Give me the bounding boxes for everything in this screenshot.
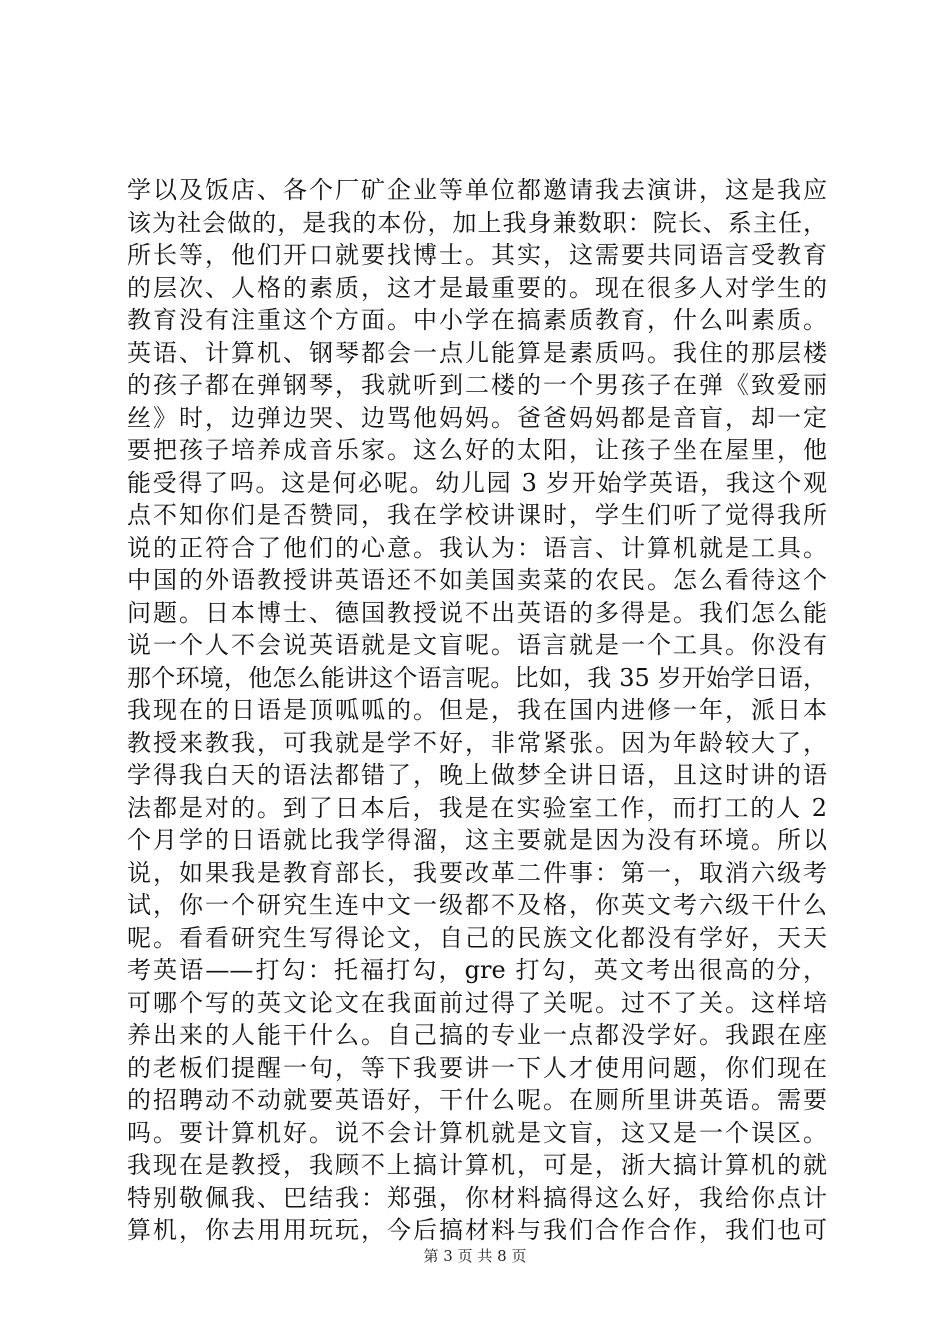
- text-line: 的孩子都在弹钢琴，我就听到二楼的一个男孩子在弹《致爱丽: [127, 371, 827, 399]
- text-line: 算机，你去用用玩玩，今后搞材料与我们合作合作，我们也可: [127, 1216, 827, 1244]
- text-line: 个月学的日语就比我学得溜，这主要就是因为没有环境。所以: [127, 826, 827, 854]
- text-line: 学得我白天的语法都错了，晚上做梦全讲日语，且这时讲的语: [127, 761, 827, 789]
- text-line: 养出来的人能干什么。自己搞的专业一点都没学好。我跟在座: [127, 1021, 827, 1049]
- text-line: 的招聘动不动就要英语好，干什么呢。在厕所里讲英语。需要: [127, 1086, 827, 1114]
- text-line: 可哪个写的英文论文在我面前过得了关呢。过不了关。这样培: [127, 988, 827, 1017]
- text-line: 的老板们提醒一句，等下我要讲一下人才使用问题，你们现在: [127, 1053, 827, 1082]
- text-line: 所长等，他们开口就要找博士。其实，这需要共同语言受教育: [127, 241, 827, 269]
- text-line: 那个环境，他怎么能讲这个语言呢。比如，我 35 岁开始学日语，: [127, 663, 827, 692]
- text-line: 我现在是教授，我顾不上搞计算机，可是，浙大搞计算机的就: [127, 1151, 827, 1179]
- text-line: 能受得了吗。这是何必呢。幼儿园 3 岁开始学英语，我这个观: [127, 468, 827, 497]
- text-line: 特别敬佩我、巴结我：郑强，你材料搞得这么好，我给你点计: [127, 1183, 827, 1212]
- text-line: 吗。要计算机好。说不会计算机就是文盲，这又是一个误区。: [127, 1118, 827, 1147]
- text-line: 考英语——打勾：托福打勾，gre 打勾，英文考出很高的分，: [127, 956, 827, 984]
- body-paragraph: [127, 174, 827, 1247]
- text-line: 英语、计算机、钢琴都会一点儿能算是素质吗。我住的那层楼: [127, 338, 827, 367]
- text-line: 要把孩子培养成音乐家。这么好的太阳，让孩子坐在屋里，他: [127, 436, 827, 464]
- text-line: 中国的外语教授讲英语还不如美国卖菜的农民。怎么看待这个: [127, 566, 827, 594]
- text-line: 试，你一个研究生连中文一级都不及格，你英文考六级干什么: [127, 891, 827, 919]
- page-footer: [0, 1246, 950, 1266]
- text-line: 点不知你们是否赞同，我在学校讲课时，学生们听了觉得我所: [127, 501, 827, 529]
- text-line: 丝》时，边弹边哭、边骂他妈妈。爸爸妈妈都是音盲，却一定: [127, 403, 827, 432]
- text-line: 教授来教我，可我就是学不好，非常紧张。因为年龄较大了，: [127, 728, 827, 757]
- text-line: 我现在的日语是顶呱呱的。但是，我在国内进修一年，派日本: [127, 696, 827, 724]
- page-number: 第 3 页 共 8 页: [423, 1247, 527, 1265]
- text-line: 说，如果我是教育部长，我要改革二件事：第一，取消六级考: [127, 858, 827, 887]
- text-line: 法都是对的。到了日本后，我是在实验室工作，而打工的人 2: [127, 793, 827, 822]
- text-line: 说的正符合了他们的心意。我认为：语言、计算机就是工具。: [127, 533, 827, 562]
- text-line: 学以及饭店、各个厂矿企业等单位都邀请我去演讲，这是我应: [127, 176, 827, 204]
- text-line: 教育没有注重这个方面。中小学在搞素质教育，什么叫素质。: [127, 306, 827, 334]
- text-line: 问题。日本博士、德国教授说不出英语的多得是。我们怎么能: [127, 598, 827, 627]
- text-line: 该为社会做的，是我的本份，加上我身兼数职：院长、系主任，: [127, 208, 827, 237]
- text-line: 的层次、人格的素质，这才是最重要的。现在很多人对学生的: [127, 273, 827, 302]
- text-line: 说一个人不会说英语就是文盲呢。语言就是一个工具。你没有: [127, 631, 827, 659]
- text-line: 呢。看看研究生写得论文，自己的民族文化都没有学好，天天: [127, 923, 827, 952]
